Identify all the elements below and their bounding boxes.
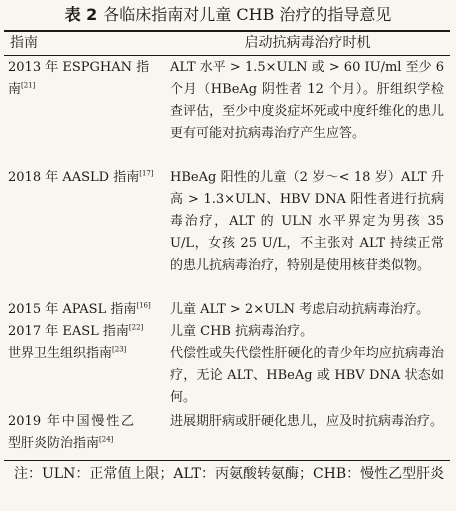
treatment-timing-text: 进展期肝病或肝硬化患儿，应及时抗病毒治疗。 [170,414,444,429]
header-rule [4,55,450,56]
guideline-name: 2015 年 APASL 指南[16] [8,301,151,317]
table-row [0,321,456,343]
treatment-timing-text: HBeAg 阳性的儿童（2 岁～< 18 岁）ALT 升高 > 1.3×ULN、HBV DNA 阳性者进行抗病毒治疗，ALT 的 ULN 水平界定为男孩 35 U/L，女孩 25 U/L，不主张对 ALT 持续正常的患儿抗病毒治疗，特别是使用核苷类似物。 [170,170,444,273]
guideline-name: 2013 年 ESPGHAN 指南[21] [8,60,150,97]
header-guideline: 指南 [10,35,38,51]
reference-number: [23] [112,345,127,354]
guideline-name: 世界卫生组织指南[23] [8,345,127,361]
reference-number: [16] [136,301,151,310]
table-row [0,299,456,321]
treatment-timing-text: 儿童 CHB 抗病毒治疗。 [170,324,314,339]
table-label: 表 2 [64,5,98,24]
reference-number: [24] [99,435,114,444]
guideline-name: 2018 年 AASLD 指南[17] [8,169,154,185]
reference-number: [17] [139,169,154,178]
guideline-name: 2017 年 EASL 指南[22] [8,323,144,339]
table-header [0,32,456,55]
guideline-name: 2019 年中国慢性乙型肝炎防治指南[24] [8,414,134,451]
table-row [0,411,456,455]
table-row [0,343,456,409]
treatment-timing-text: ALT 水平 > 1.5×ULN 或 > 60 IU/ml 至少 6 个月（HBeAg 阴性者 12 个月）。肝组织学检查评估，至少中度炎症坏死或中度纤维化的患儿更有可能对抗病毒治疗产生应答。 [170,60,444,141]
table-title: 各临床指南对儿童 CHB 治疗的指导意见 [103,5,392,24]
reference-number: [21] [21,81,36,90]
reference-number: [22] [128,323,144,332]
bottom-rule [4,460,450,461]
header-timing: 启动抗病毒治疗时机 [244,35,371,51]
treatment-timing-text: 代偿性或失代偿性肝硬化的青少年均应抗病毒治疗，无论 ALT、HBeAg 或 HBV DNA 状态如何。 [170,346,444,405]
treatment-timing-text: 儿童 ALT > 2×ULN 考虑启动抗病毒治疗。 [170,302,430,317]
table-footnote: 注：ULN：正常值上限；ALT：丙氨酸转氨酶；CHB：慢性乙型肝炎 [14,466,445,482]
table-row [0,167,456,299]
table-caption [0,4,456,26]
table-row [0,57,456,167]
